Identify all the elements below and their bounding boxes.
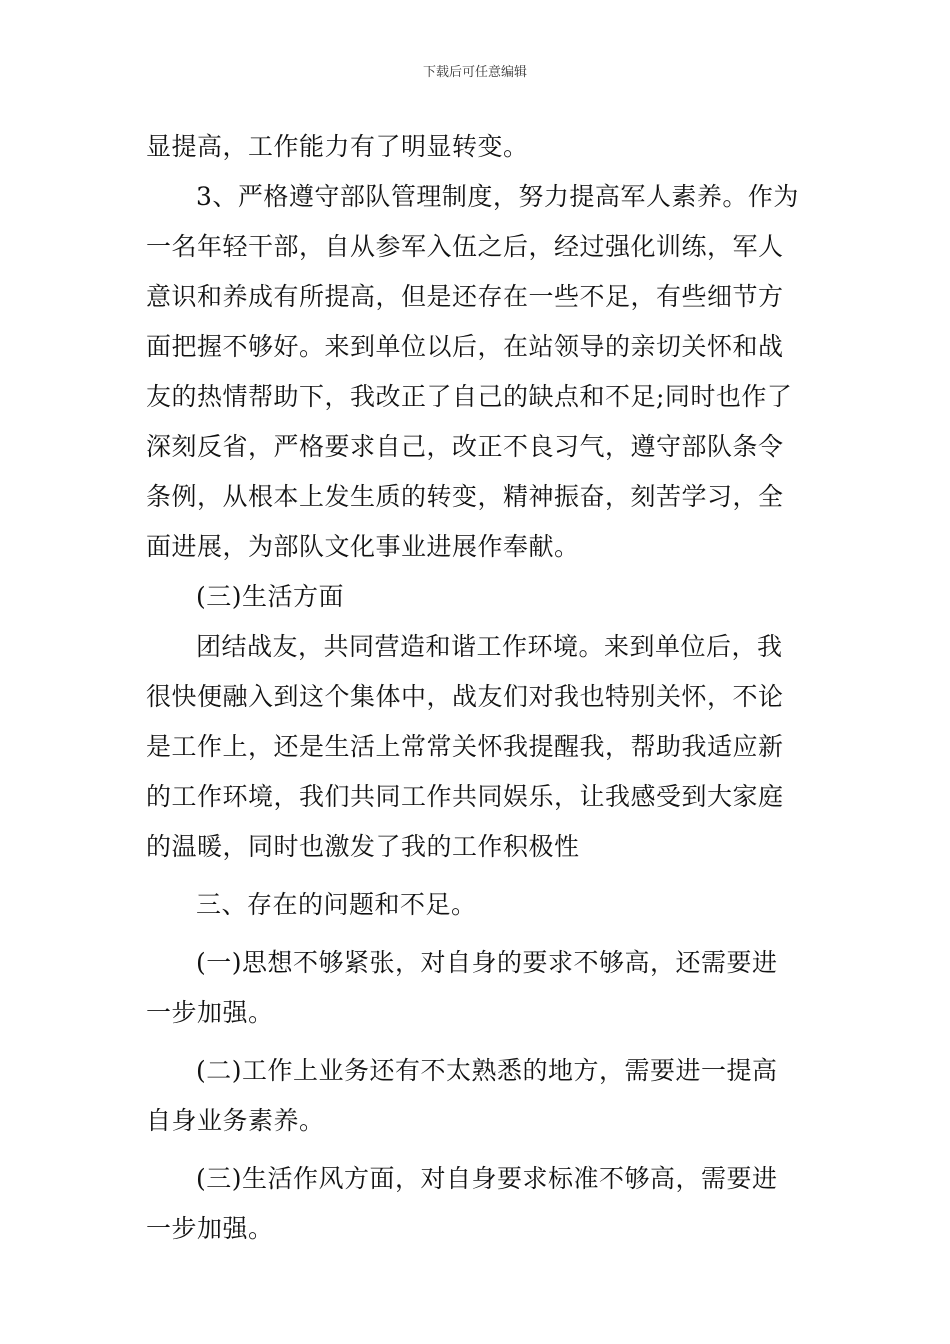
body-line: 的温暖，同时也激发了我的工作积极性 — [146, 832, 580, 861]
body-line: 显提高，工作能力有了明显转变。 — [146, 132, 529, 161]
paragraph-start-line: (二)工作上业务还有不太熟悉的地方，需要进一提高 — [196, 1056, 778, 1085]
body-line: 自身业务素养。 — [146, 1106, 325, 1135]
body-line: 一步加强。 — [146, 998, 274, 1027]
body-line: 很快便融入到这个集体中，战友们对我也特别关怀，不论 — [146, 682, 784, 711]
body-line: 面进展，为部队文化事业进展作奉献。 — [146, 532, 580, 561]
body-line: 深刻反省，严格要求自己，改正不良习气，遵守部队条令 — [146, 432, 784, 461]
body-line: 意识和养成有所提高，但是还存在一些不足，有些细节方 — [146, 282, 784, 311]
section-heading-problems: 三、存在的问题和不足。 — [196, 890, 477, 919]
document-body — [146, 122, 810, 1254]
paragraph-start-line: 团结战友，共同营造和谐工作环境。来到单位后，我 — [196, 632, 783, 661]
body-line: 的工作环境，我们共同工作共同娱乐，让我感受到大家庭 — [146, 782, 784, 811]
body-line: 一步加强。 — [146, 1214, 274, 1243]
paragraph-start-line: (一)思想不够紧张，对自身的要求不够高，还需要进 — [196, 948, 778, 977]
body-line: 条例，从根本上发生质的转变，精神振奋，刻苦学习，全 — [146, 482, 784, 511]
page-header-note: 下载后可任意编辑 — [422, 65, 527, 80]
body-line: 面把握不够好。来到单位以后，在站领导的亲切关怀和战 — [146, 332, 784, 361]
body-line: 一名年轻干部，自从参军入伍之后，经过强化训练，军人 — [146, 232, 784, 261]
section-heading-life: (三)生活方面 — [196, 582, 345, 611]
body-line: 是工作上，还是生活上常常关怀我提醒我，帮助我适应新 — [146, 732, 784, 761]
paragraph-start-line: 3、严格遵守部队管理制度，努力提高军人素养。作为 — [196, 182, 799, 211]
paragraph-start-line: (三)生活作风方面，对自身要求标准不够高，需要进 — [196, 1164, 778, 1193]
body-line: 友的热情帮助下，我改正了自己的缺点和不足;同时也作了 — [146, 382, 793, 411]
